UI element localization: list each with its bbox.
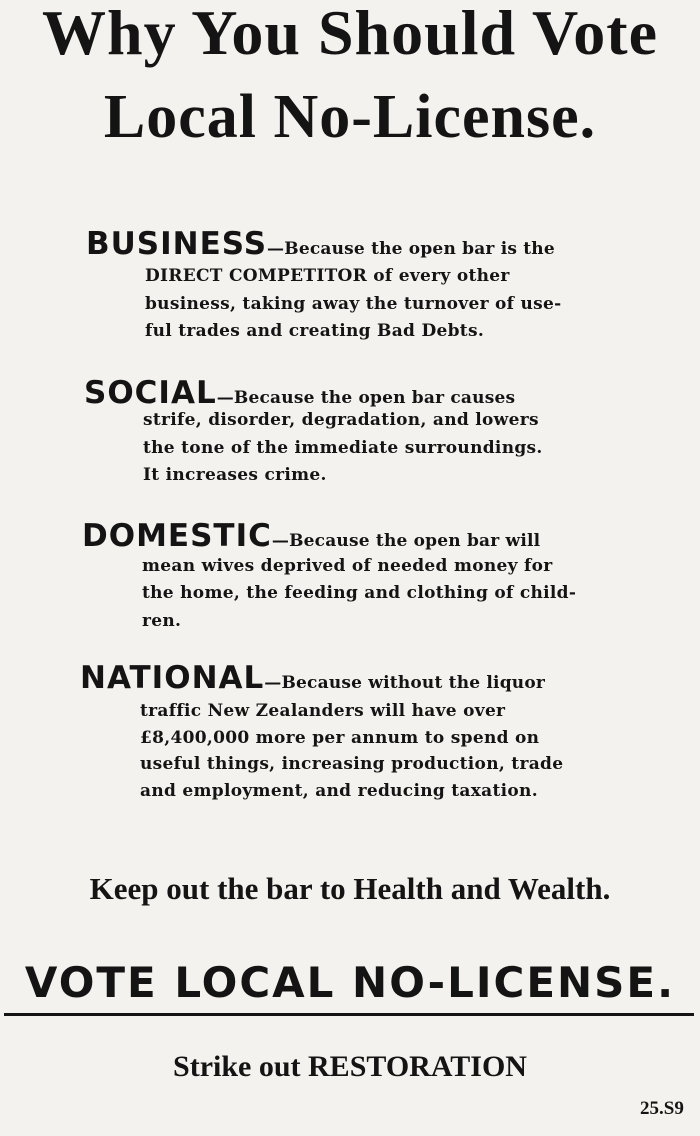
section-line: the home, the feeding and clothing of child- — [142, 583, 577, 603]
section-line: useful things, increasing production, trade — [140, 754, 564, 774]
headline-line-1: Why You Should Vote — [42, 0, 658, 68]
section-line: strife, disorder, degradation, and lowers — [143, 410, 539, 430]
section-line: and employment, and reducing taxation. — [140, 781, 538, 801]
section-line: £8,400,000 more per annum to spend on — [140, 728, 540, 748]
section-keyword: SOCIAL — [84, 375, 217, 411]
section-lead-text: —Because the open bar is the — [267, 239, 555, 259]
section-lead-text: —Because without the liquor — [264, 673, 546, 693]
section-line: traffic New Zealanders will have over — [140, 701, 506, 721]
section-keyword: DOMESTIC — [82, 518, 272, 554]
strike-line: Strike out RESTORATION — [173, 1050, 527, 1083]
headline-line-2: Local No-License. — [103, 83, 597, 151]
section-keyword: BUSINESS — [86, 226, 268, 262]
section-line: ful trades and creating Bad Debts. — [145, 321, 485, 341]
section-line: business, taking away the turnover of use- — [145, 294, 562, 314]
section-lead-text: —Because the open bar will — [271, 531, 541, 551]
print-code: 25.S9 — [640, 1098, 684, 1119]
section-keyword: NATIONAL — [80, 660, 265, 696]
section-lead — [82, 518, 540, 554]
section-line: ren. — [142, 611, 182, 631]
divider-rule — [4, 1013, 694, 1016]
section-line: the tone of the immediate surroundings. — [143, 438, 543, 458]
section-line: mean wives deprived of needed money for — [142, 556, 553, 576]
section-lead — [80, 660, 545, 696]
section-line: It increases crime. — [143, 465, 327, 485]
section-lead — [86, 226, 555, 262]
vote-line: VOTE LOCAL NO-LICENSE. — [24, 958, 676, 1007]
section-line: DIRECT COMPETITOR of every other — [145, 266, 510, 286]
slogan: Keep out the bar to Health and Wealth. — [89, 871, 611, 906]
section-lead-text: —Because the open bar causes — [216, 388, 516, 408]
section-lead — [84, 375, 515, 411]
